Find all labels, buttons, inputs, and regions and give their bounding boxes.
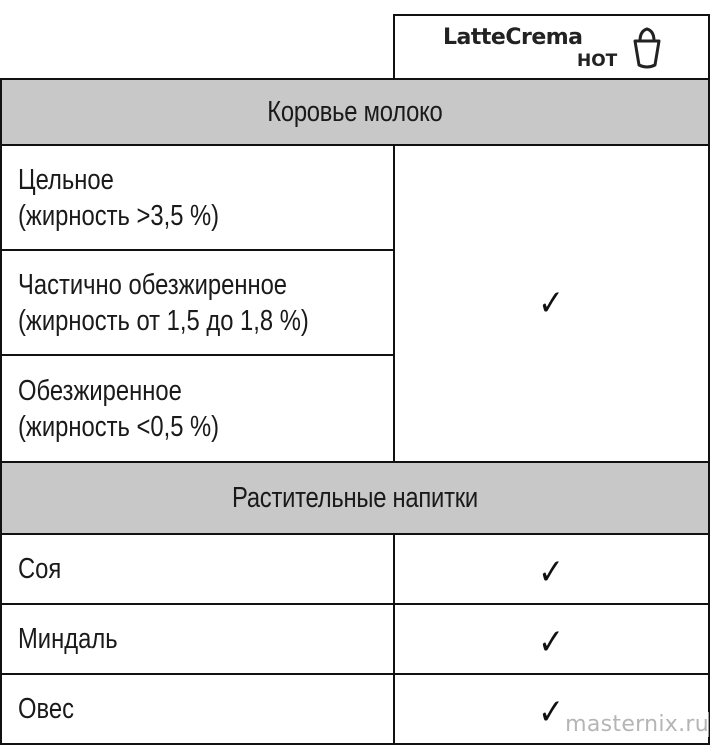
section-header-plant-drinks: [0, 463, 710, 535]
milk-fat-detail: (жирность от 1,5 до 1,8 %): [18, 304, 309, 337]
table-row: [2, 251, 393, 356]
brand-subtitle: HOT: [577, 51, 618, 71]
section-title: Растительные напитки: [232, 481, 478, 514]
milk-type-name: Обезжиренное: [18, 374, 182, 407]
drink-label-cell: [2, 605, 395, 673]
drink-label-cell: [2, 675, 395, 743]
milk-fat-detail: (жирность <0,5 %): [18, 410, 220, 443]
milk-type-name: Цельное: [18, 163, 114, 196]
brand-header-cell: [393, 14, 710, 78]
checkmark-icon: ✓: [538, 692, 565, 733]
table-row: [2, 356, 393, 461]
drink-name: Соя: [18, 552, 62, 585]
section-header-cow-milk: [0, 80, 710, 146]
milk-carafe-icon: [631, 25, 663, 71]
milk-fat-detail: (жирность >3,5 %): [18, 199, 220, 232]
drink-check-cell: [395, 605, 708, 673]
drink-check-cell: [395, 535, 708, 603]
checkmark-icon: ✓: [538, 622, 565, 663]
drink-label-cell: [2, 535, 395, 603]
checkmark-icon: ✓: [538, 552, 565, 593]
watermark: masternix.ru: [565, 712, 709, 737]
cow-milk-labels: [2, 146, 395, 461]
cow-milk-check-cell: [395, 146, 708, 461]
table-row: [0, 535, 710, 605]
milk-type-name: Частично обезжиренное: [18, 268, 288, 301]
checkmark-icon: ✓: [538, 282, 565, 324]
table-row: [0, 605, 710, 675]
cow-milk-group: [0, 146, 710, 463]
drink-name: Овес: [18, 692, 74, 725]
drink-name: Миндаль: [18, 622, 118, 655]
milk-compatibility-table: [0, 78, 710, 745]
brand-name: LatteCrema: [443, 25, 583, 50]
table-row: [2, 146, 393, 251]
section-title: Коровье молоко: [267, 95, 443, 128]
